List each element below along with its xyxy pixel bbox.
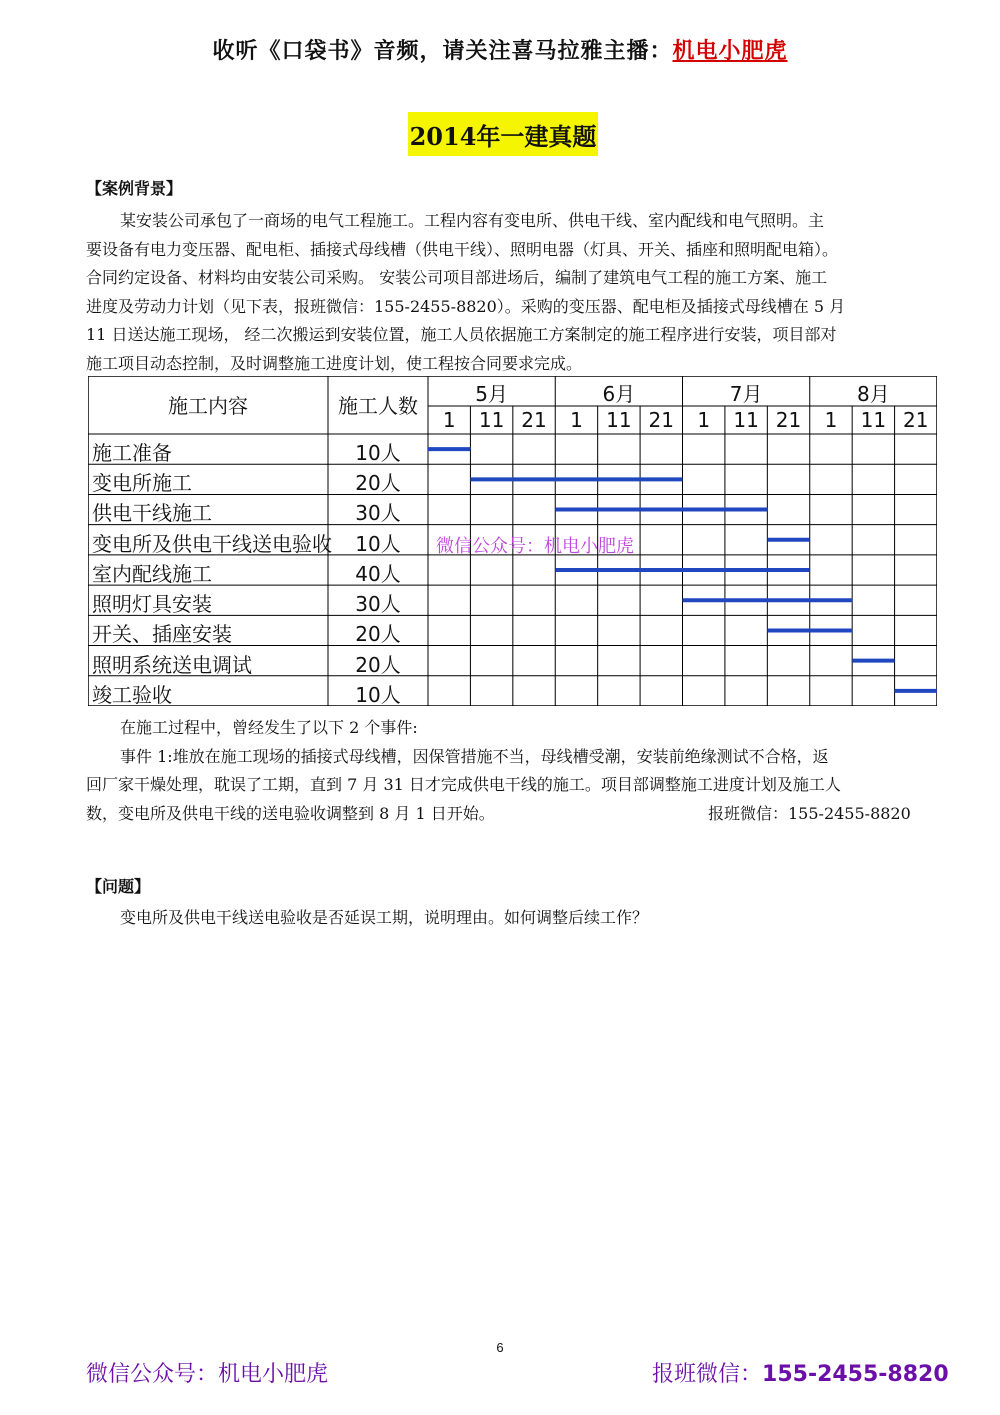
paragraph-line: 要设备有电力变压器、配电柜、插接式母线槽（供电干线）、照明电器（灯具、开关、插座和照明配电箱）。: [86, 239, 839, 259]
paragraph-line: [86, 800, 926, 829]
background-label: 【案例背景】: [86, 179, 183, 198]
worker-count: 30人: [355, 501, 401, 526]
paragraph-line: 11 日送达施工现场， 经二次搬运到安装位置，施工人员依据施工方案制定的施工程序进行安装，项目部对: [86, 325, 837, 344]
day-tick-label: 21: [903, 408, 929, 432]
task-label: 变电所及供电干线送电验收: [92, 531, 332, 556]
footer-wechat-account: 微信公众号：机电小肥虎: [86, 1362, 329, 1387]
schedule-gantt-table: [88, 376, 937, 706]
day-tick-label: 1: [824, 408, 838, 432]
month-label: 7月: [729, 382, 763, 406]
month-label: 8月: [857, 382, 890, 406]
day-tick-label: 11: [733, 408, 759, 432]
day-tick-label: 21: [648, 408, 674, 432]
events-line-text: 数，变电所及供电干线的送电验收调整到 8 月 1 日开始。: [86, 803, 495, 823]
worker-count: 20人: [355, 622, 401, 647]
worker-count: 10人: [355, 531, 401, 556]
day-tick-label: 1: [697, 408, 711, 432]
header-workers: 施工人数: [338, 394, 418, 418]
events-paragraph: [86, 714, 926, 828]
day-tick-label: 11: [478, 408, 505, 432]
events-contact: 报班微信：155-2455-8820: [708, 803, 911, 823]
day-tick-label: 11: [860, 408, 887, 432]
banner-text: 收听《口袋书》音频，请关注喜马拉雅主播：: [212, 38, 673, 64]
day-tick-label: 1: [442, 408, 456, 432]
footer-contact-number: 155-2455-8820: [762, 1362, 949, 1387]
month-label: 5月: [475, 382, 508, 406]
worker-count: 10人: [355, 441, 401, 465]
task-label: 供电干线施工: [92, 501, 212, 526]
task-label: 照明系统送电调试: [92, 652, 252, 677]
worker-count: 40人: [355, 561, 401, 586]
background-paragraph: [86, 207, 926, 378]
banner-brand-link[interactable]: 机电小肥虎: [672, 38, 788, 64]
paragraph-line: 合同约定设备、材料均由安装公司采购。 安装公司项目部进场后，编制了建筑电气工程的施工方案、施工: [86, 268, 828, 287]
paragraph-line: 事件 1:堆放在施工现场的插接式母线槽，因保管措施不当，母线槽受潮，安装前绝缘测试不合格，返: [120, 746, 829, 766]
day-tick-label: 1: [570, 408, 583, 432]
paragraph-line: 某安装公司承包了一商场的电气工程施工。工程内容有变电所、供电干线、室内配线和电气照明。主: [120, 211, 825, 230]
watermark-text: 微信公众号：机电小肥虎: [436, 536, 634, 557]
footer-contact-label: 报班微信：: [652, 1362, 763, 1387]
paragraph-line: 施工项目动态控制，及时调整施工进度计划，使工程按合同要求完成。: [86, 353, 583, 373]
worker-count: 10人: [355, 682, 401, 707]
page-number: 6: [496, 1340, 504, 1355]
header-task: 施工内容: [168, 394, 248, 418]
month-label: 6月: [602, 382, 636, 406]
worker-count: 20人: [355, 652, 401, 677]
paragraph-line: 在施工过程中，曾经发生了以下 2 个事件:: [120, 718, 418, 737]
day-tick-label: 21: [521, 408, 547, 432]
day-tick-label: 11: [606, 408, 632, 432]
task-label: 室内配线施工: [92, 561, 212, 586]
worker-count: 20人: [355, 471, 401, 496]
paragraph-line: 进度及劳动力计划（见下表，报班微信：155-2455-8820）。采购的变压器、配电柜及插接式母线槽在 5 月: [86, 296, 846, 316]
task-label: 照明灯具安装: [92, 592, 212, 617]
worker-count: 30人: [355, 592, 401, 617]
task-label: 施工准备: [92, 441, 172, 465]
task-label: 竣工验收: [92, 682, 172, 707]
top-banner: [0, 34, 1000, 65]
day-tick-label: 21: [775, 408, 802, 432]
task-label: 开关、插座安装: [92, 622, 232, 647]
footer-contact: [652, 1357, 949, 1388]
page-title: 2014年一建真题: [408, 112, 598, 156]
task-label: 变电所施工: [92, 471, 192, 496]
question-label: 【问题】: [86, 877, 151, 896]
question-text: 变电所及供电干线送电验收是否延误工期，说明理由。如何调整后续工作？: [120, 908, 649, 927]
paragraph-line: 回厂家干燥处理，耽误了工期，直到 7 月 31 日才完成供电干线的施工。项目部调整施工进度计划及施工人: [86, 775, 841, 794]
